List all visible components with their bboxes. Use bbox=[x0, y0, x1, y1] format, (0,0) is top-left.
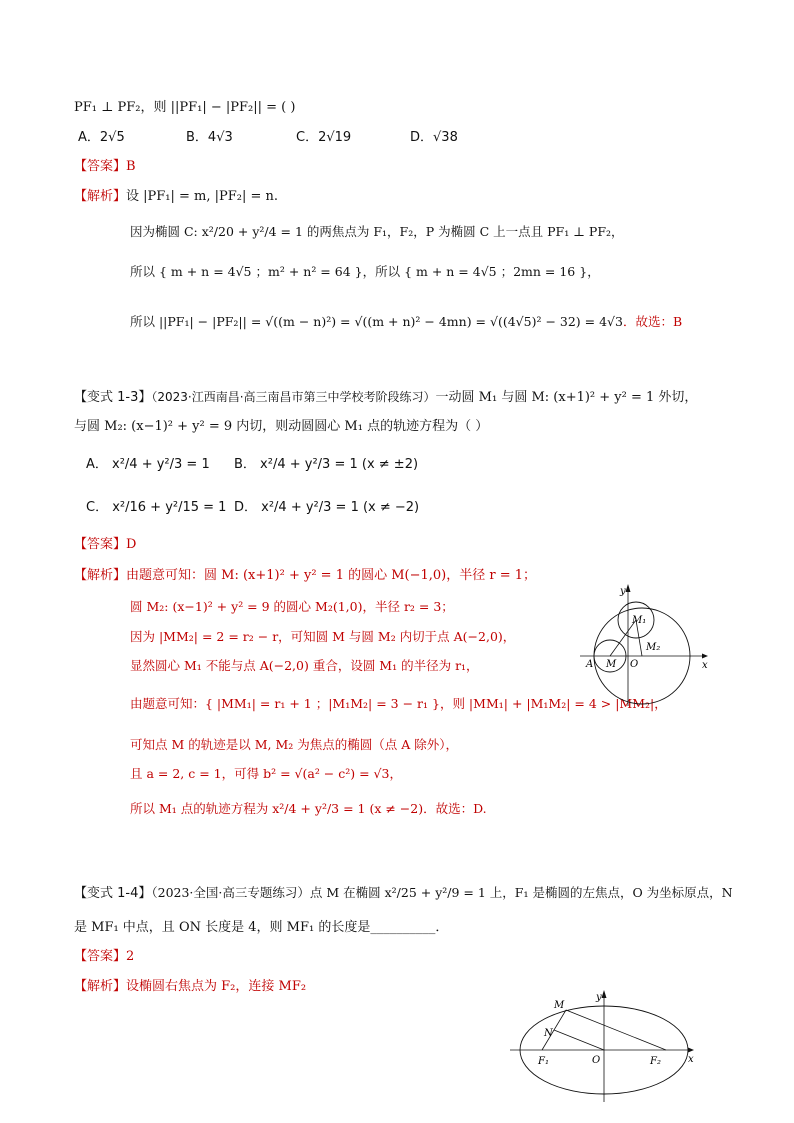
system-2: ，所以 { m + n = 4√5 ；2mn = 16 }， bbox=[362, 264, 600, 279]
explanation-label: 【解析】 bbox=[74, 189, 127, 204]
ellipse-figure bbox=[508, 984, 704, 1106]
variant-option-d: D． x²/4 + y²/3 = 1 (x ≠ −2) bbox=[234, 500, 420, 515]
variant-question-2: 与圆 M₂: (x−1)² + y² = 9 内切，则动圆圆心 M₁ 点的轨迹方程为（ ） bbox=[74, 419, 489, 434]
answer-value: B bbox=[126, 159, 136, 174]
variant-exp-line-1 bbox=[74, 566, 536, 586]
variant-option-b: B． x²/4 + y²/3 = 1 (x ≠ ±2) bbox=[234, 457, 419, 472]
label-y: y bbox=[620, 586, 626, 597]
variant-1-4-answer-value: 2 bbox=[126, 949, 135, 964]
y-axis-arrow bbox=[602, 990, 607, 998]
variant-1-4-exp-line bbox=[74, 977, 306, 997]
variant-1-4-question-2: 是 MF₁ 中点，且 ON 长度是 4，则 MF₁ 的长度是__________． bbox=[74, 920, 449, 935]
question-tail: PF₁ ⊥ PF₂，则 ||PF₁| − |PF₂|| = ( ) bbox=[74, 100, 296, 115]
variant-1-4-exp-1: 设椭圆右焦点为 F₂，连接 MF₂ bbox=[126, 979, 307, 994]
x-axis-arrow bbox=[688, 1048, 694, 1053]
variant-exp-7: 且 a = 2, c = 1，可得 b² = √(a² − c²) = √3， bbox=[130, 766, 402, 781]
label-x: x bbox=[702, 660, 708, 671]
label-o: O bbox=[630, 659, 639, 670]
variant-option-c: C． x²/16 + y²/15 = 1 bbox=[86, 500, 227, 515]
variant-answer-line bbox=[74, 535, 136, 555]
label-o: O bbox=[592, 1055, 601, 1066]
label-m: M bbox=[554, 1000, 565, 1011]
explanation-line-4 bbox=[130, 312, 682, 332]
label-m2: M₂ bbox=[646, 642, 661, 653]
segment-m-f2 bbox=[566, 1010, 666, 1050]
option-d: D．√38 bbox=[410, 130, 458, 145]
y-axis-arrow bbox=[626, 584, 631, 592]
variant-exp-5: 由题意可知：{ |MM₁| = r₁ + 1 ；|M₁M₂| = 3 − r₁ }，则 |MM₁| + |M₁M₂| = 4 > |MM₂|， bbox=[130, 696, 667, 711]
variant-answer-label: 【答案】 bbox=[74, 537, 127, 552]
variant-exp-3: 因为 |MM₂| = 2 = r₂ − r，可知圆 M 与圆 M₂ 内切于点 A(−2,0)， bbox=[130, 629, 516, 644]
variant-exp-6: 可知点 M 的轨迹是以 M, M₂ 为焦点的椭圆（点 A 除外）， bbox=[130, 737, 458, 752]
answer-label: 【答案】 bbox=[74, 159, 127, 174]
explanation-line-1 bbox=[74, 187, 278, 207]
option-c: C．2√19 bbox=[296, 130, 352, 145]
variant-tag: 【变式 1-3】 bbox=[74, 390, 152, 405]
variant-1-4-question-1: （2023·全国·高三专题练习）点 M 在椭圆 x²/25 + y²/9 = 1 上，F₁ 是椭圆的左焦点，O 为坐标原点，N bbox=[151, 885, 733, 900]
circles-figure bbox=[580, 578, 712, 710]
option-a: A．2√5 bbox=[78, 130, 125, 145]
option-b: B．4√3 bbox=[186, 130, 233, 145]
answer-line bbox=[74, 157, 136, 177]
variant-1-4-tag: 【变式 1-4】 bbox=[74, 886, 152, 901]
explanation-line-3 bbox=[130, 262, 600, 282]
label-x: x bbox=[688, 1054, 694, 1065]
label-f1: F₁ bbox=[538, 1056, 549, 1067]
variant-1-4-line-1 bbox=[74, 883, 733, 904]
variant-exp-2: 圆 M₂: (x−1)² + y² = 9 的圆心 M₂(1,0)，半径 r₂ = 3； bbox=[130, 599, 454, 614]
variant-option-a: A． x²/4 + y²/3 = 1 bbox=[86, 457, 210, 472]
label-n: N bbox=[544, 1028, 553, 1039]
result-choice: ．故选：B bbox=[622, 314, 683, 329]
x-axis-arrow bbox=[702, 654, 708, 659]
variant-exp-4: 显然圆心 M₁ 不能与点 A(−2,0) 重合，设圆 M₁ 的半径为 r₁， bbox=[130, 658, 479, 673]
variant-1-3-line-1 bbox=[74, 387, 697, 408]
variant-source: （2023·江西南昌·高三南昌市第三中学校考阶段练习） bbox=[151, 390, 436, 404]
label-m1: M₁ bbox=[632, 615, 647, 626]
label-y: y bbox=[596, 992, 602, 1003]
label-a: A bbox=[586, 659, 594, 670]
variant-exp-1: 由题意可知：圆 M: (x+1)² + y² = 1 的圆心 M(−1,0)，半径 r = 1； bbox=[126, 568, 537, 583]
explanation-text: 设 |PF₁| = m, |PF₂| = n. bbox=[126, 189, 279, 204]
result-formula: 所以 ||PF₁| − |PF₂|| = √((m − n)²) = √((m + n)² − 4mn) = √((4√5)² − 32) = 4√3 bbox=[130, 314, 623, 329]
variant-1-4-answer-line bbox=[74, 947, 134, 967]
variant-answer-value: D bbox=[126, 537, 137, 552]
variant-exp-label: 【解析】 bbox=[74, 568, 127, 583]
variant-question-1: 一动圆 M₁ 与圆 M: (x+1)² + y² = 1 外切， bbox=[435, 390, 698, 405]
system-1: 所以 { m + n = 4√5 ；m² + n² = 64 } bbox=[130, 264, 363, 279]
variant-exp-8: 所以 M₁ 点的轨迹方程为 x²/4 + y²/3 = 1 (x ≠ −2)．故选：D. bbox=[130, 801, 487, 816]
explanation-line-2: 因为椭圆 C: x²/20 + y²/4 = 1 的两焦点为 F₁，F₂，P 为椭圆 C 上一点且 PF₁ ⊥ PF₂， bbox=[130, 224, 624, 239]
label-f2: F₂ bbox=[650, 1056, 661, 1067]
label-m: M bbox=[606, 659, 617, 670]
variant-1-4-answer-label: 【答案】 bbox=[74, 949, 127, 964]
segment-n-o bbox=[554, 1030, 604, 1050]
variant-1-4-exp-label: 【解析】 bbox=[74, 979, 127, 994]
